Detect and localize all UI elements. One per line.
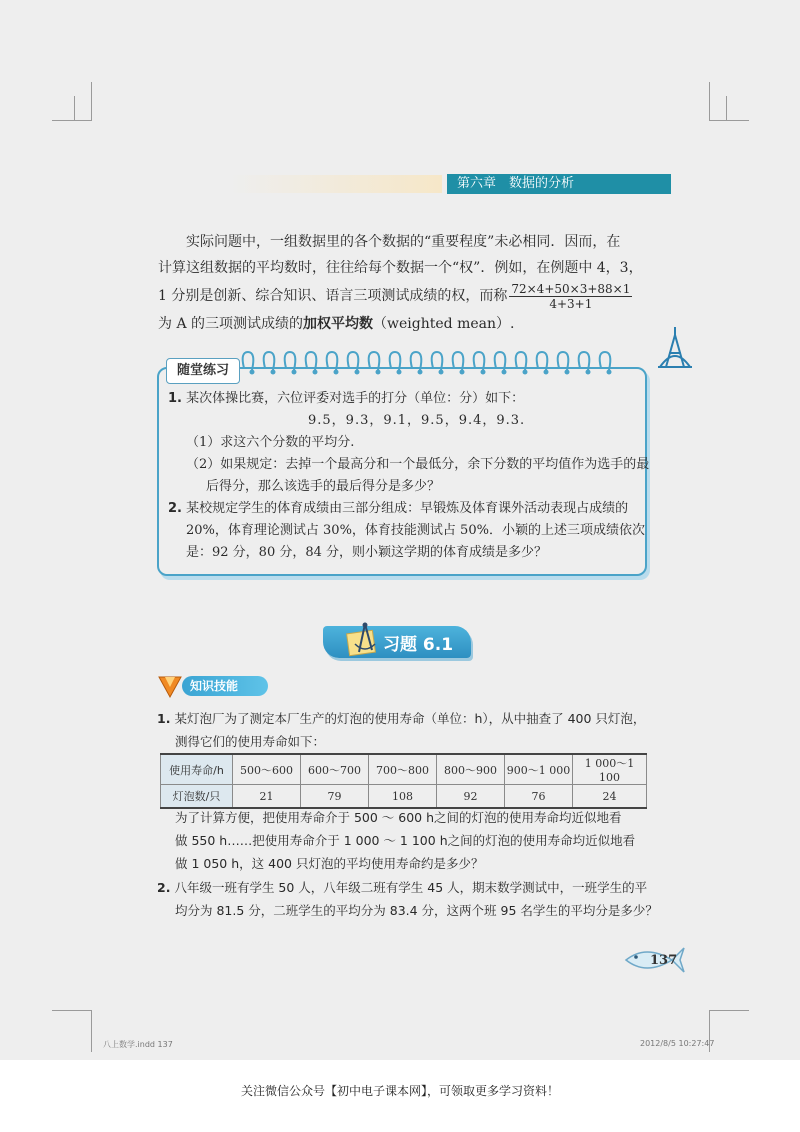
intro-line-3-text: 1 分别是创新、综合知识、语言三项测试成绩的权，而称	[158, 288, 508, 304]
question-2	[157, 876, 658, 922]
practice-q2-line-a: 某校规定学生的体育成绩由三部分组成：早锻炼及体育课外活动表现占成绩的	[186, 501, 629, 516]
practice-scores: 9.5，9.3，9.1，9.5，9.4，9.3.	[308, 413, 526, 428]
practice-q1-sub1: （1）求这六个分数的平均分.	[186, 435, 355, 450]
practice-content	[168, 388, 650, 564]
question-1-after-2: 做 550 h……把使用寿命介于 1 000 ～ 1 100 h之间的灯泡的使用寿命均近似地看	[175, 833, 636, 848]
practice-q2-line-b: 20%，体育理论测试占 30%，体育技能测试占 50%．小颖的上述三项成绩依次	[186, 523, 645, 538]
print-file-name: 八上数学.indd 137	[103, 1040, 173, 1049]
practice-label: 随堂练习	[166, 358, 240, 384]
intro-line-1: 实际问题中，一组数据里的各个数据的“重要程度”未必相同．因而，在	[186, 234, 621, 250]
knowledge-skills-label: 知识技能	[182, 676, 268, 696]
table-cell: 108	[369, 785, 437, 809]
exercise-label: 习题 6.1	[383, 635, 454, 655]
pencil-icon	[157, 673, 185, 699]
table-cell: 700～800	[369, 754, 437, 785]
table-cell: 500～600	[233, 754, 301, 785]
practice-q1	[168, 388, 638, 410]
crop-mark-tl-v	[91, 82, 92, 120]
intro-line-4	[158, 311, 648, 337]
practice-q2-line-c: 是：92 分，80 分，84 分，则小颖这学期的体育成绩是多少？	[186, 545, 548, 560]
fraction-numerator: 72×4+50×3+88×1	[511, 281, 631, 296]
crop-mark-tr-v	[709, 82, 710, 120]
practice-q2-number: 2.	[168, 501, 182, 516]
table-cell: 24	[573, 785, 647, 809]
exercise-banner	[323, 620, 471, 662]
question-1-continued	[157, 806, 647, 875]
table-row	[161, 754, 647, 785]
table-cell: 21	[233, 785, 301, 809]
weighted-fraction	[509, 282, 632, 311]
table-row-head: 使用寿命/h	[161, 754, 233, 785]
chapter-header-band	[230, 175, 442, 193]
table-row	[161, 785, 647, 809]
chapter-title: 第六章 数据的分析	[447, 174, 671, 194]
question-1-line-a	[157, 707, 647, 730]
crop-mark-br-h	[709, 1010, 749, 1011]
intro-line-3	[158, 281, 648, 311]
fraction-denominator: 4+3+1	[549, 296, 593, 311]
intro-line-4-post: （weighted mean）.	[373, 316, 515, 332]
table-cell: 79	[301, 785, 369, 809]
crop-mark-bl-v	[91, 1010, 92, 1052]
question-1-number: 1.	[157, 711, 171, 726]
question-1-after-1: 为了计算方便，把使用寿命介于 500 ～ 600 h之间的灯泡的使用寿命均近似地看	[175, 810, 622, 825]
question-2-line-b: 均分为 81.5 分，二班学生的平均分为 83.4 分，这两个班 95 名学生的平均分是多少？	[175, 903, 658, 918]
practice-q1-number: 1.	[168, 391, 182, 406]
table-cell: 92	[437, 785, 505, 809]
table-cell: 76	[505, 785, 573, 809]
lamp-lifetime-table	[160, 753, 647, 809]
crop-mark-tr-v2	[726, 96, 727, 120]
table-row-head: 灯泡数/只	[161, 785, 233, 809]
intro-line-2: 计算这组数据的平均数时，往往给每个数据一个“权”．例如，在例题中 4，3，	[158, 260, 643, 276]
question-2-number: 2.	[157, 880, 171, 895]
practice-q2	[168, 498, 638, 520]
footer-notice: 关注微信公众号【初中电子课本网】，可领取更多学习资料！	[240, 1084, 559, 1098]
print-timestamp: 2012/8/5 10:27:47	[640, 1039, 715, 1048]
term-weighted-mean: 加权平均数	[303, 316, 374, 332]
intro-paragraph	[158, 229, 648, 337]
table-cell: 900～1 000	[505, 754, 573, 785]
question-2-line-a	[157, 876, 647, 899]
practice-q1-sub2-b: 后得分，那么该选手的最后得分是多少？	[206, 479, 441, 494]
crop-mark-tr-h	[709, 120, 749, 121]
tower-icon	[656, 325, 694, 369]
crop-mark-tl-h	[52, 120, 92, 121]
question-1	[157, 707, 647, 753]
crop-mark-bl-h	[52, 1010, 92, 1011]
question-1-line-b: 测得它们的使用寿命如下：	[175, 734, 326, 749]
table-cell: 600～700	[301, 754, 369, 785]
crop-mark-tl-v2	[74, 96, 75, 120]
intro-line-4-pre: 为 A 的三项测试成绩的	[158, 316, 304, 332]
binder-rings-icon	[238, 348, 628, 378]
page-number: 137	[650, 953, 678, 968]
table-cell: 1 000～1 100	[573, 754, 647, 785]
question-2-text-a: 八年级一班有学生 50 人，八年级二班有学生 45 人，期末数学测试中，一班学生的平	[174, 880, 648, 895]
question-1-after-3: 做 1 050 h，这 400 只灯泡的平均使用寿命约是多少？	[175, 856, 484, 871]
practice-q1-text: 某次体操比赛，六位评委对选手的打分（单位：分）如下：	[186, 391, 525, 406]
practice-q1-sub2-a: （2）如果规定：去掉一个最高分和一个最低分，余下分数的平均值作为选手的最	[186, 457, 650, 472]
table-cell: 800～900	[437, 754, 505, 785]
compass-note-icon	[345, 620, 381, 660]
question-1-text-a: 某灯泡厂为了测定本厂生产的灯泡的使用寿命（单位：h），从中抽查了 400 只灯泡，	[174, 711, 646, 726]
